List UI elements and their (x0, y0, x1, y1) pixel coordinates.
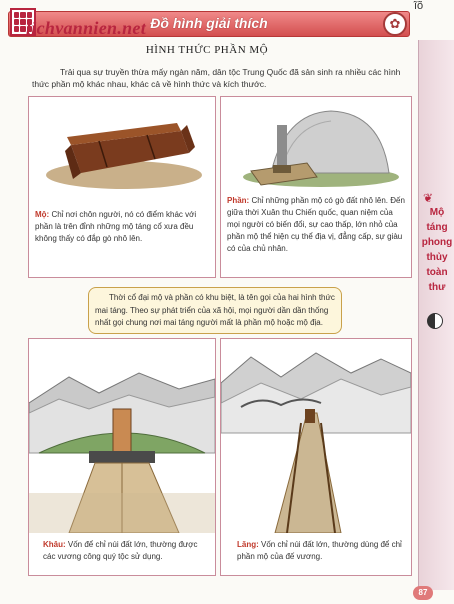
tomb-mound-illustration (221, 101, 411, 193)
card-khau-desc: Vốn để chỉ núi đất lớn, thường được các vương công quý tộc sử dụng. (43, 540, 198, 561)
corner-text: ĩõ (414, 0, 424, 12)
card-khau (28, 338, 216, 576)
card-phan (220, 96, 412, 278)
coffin-illustration (29, 101, 215, 197)
card-mo-text (35, 209, 209, 245)
card-lang (220, 338, 412, 576)
card-lang-text (237, 539, 405, 563)
card-phan-text (227, 195, 407, 255)
card-mo-key: Mộ: (35, 210, 50, 219)
card-khau-key: Khâu: (43, 540, 66, 549)
card-lang-key: Lăng: (237, 540, 259, 549)
section-title: HÌNH THỨC PHẦN MỘ (145, 44, 269, 56)
card-phan-desc: Chỉ những phần mộ có gò đất nhô lên. Đến giữa thời Xuân thu Chiến quốc, quan niệm của mọi người có biến đổi, sự cao thấp, lớn nhỏ của phần mộ thể hiện cụ thể địa vị, đẳng cấp, sự giàu có của chủ nhân. (227, 196, 405, 253)
page-number: 87 (413, 586, 433, 600)
khau-tomb-illustration (29, 343, 215, 533)
card-phan-key: Phần: (227, 196, 250, 205)
intro-paragraph: Trải qua sự truyền thừa mấy ngàn năm, dân tộc Trung Quốc đã sản sinh ra nhiều các hình thức phần mộ khác nhau, khác cả về hình thức và kích thước. (32, 67, 401, 89)
card-lang-desc: Vốn chỉ núi đất lớn, thường dùng để chỉ phần mộ của đế vương. (237, 540, 402, 561)
yin-yang-icon (427, 313, 443, 329)
card-khau-text (43, 539, 207, 563)
card-mo (28, 96, 216, 278)
coin-icon: ✿ (383, 12, 407, 36)
site-name: lichvannien.net (26, 18, 147, 38)
sidebar-label: Mộ táng phong thủy toàn thư (421, 207, 453, 293)
lang-tomb-illustration (221, 343, 411, 533)
header-title: Đồ hình giải thích (150, 15, 268, 31)
center-note: Thời cổ đại mộ và phần có khu biệt, là tên gọi của hai hình thức mai táng. Theo sự phát triển của xã hội, mọi người dần dần thống nhất gọi chung nơi mai táng người mất là phần mộ hoặc mộ địa. (88, 287, 342, 334)
scroll-ornament-icon: ❦ (423, 191, 434, 205)
card-mo-desc: Chỉ nơi chôn người, nó có điểm khác với phần là trên đỉnh những mộ táng cổ xưa đều không thấy có đắp gò nhô lên. (35, 210, 197, 243)
